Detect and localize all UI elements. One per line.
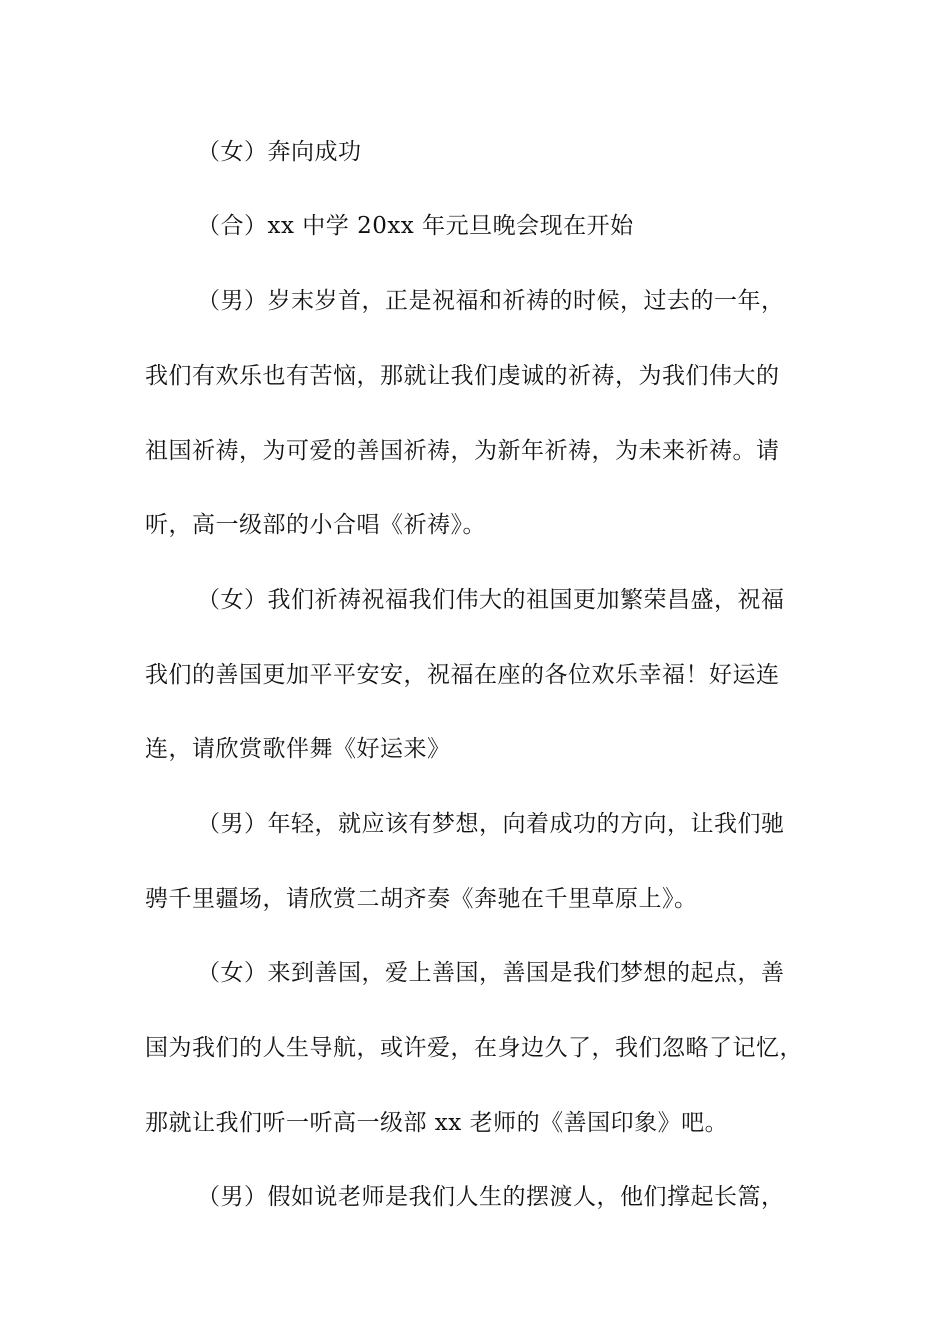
text-line: 连，请欣赏歌伴舞《好运来》: [145, 736, 451, 762]
text-line: 我们的善国更加平平安安，祝福在座的各位欢乐幸福！好运连: [145, 662, 780, 688]
text-line: 那就让我们听一听高一级部 xx 老师的《善国印象》吧。: [145, 1110, 729, 1136]
text-line: 我们有欢乐也有苦恼，那就让我们虔诚的祈祷，为我们伟大的: [145, 363, 780, 389]
text-line: （女）来到善国，爱上善国，善国是我们梦想的起点，善: [197, 960, 785, 986]
text-line: 骋千里疆场，请欣赏二胡齐奏《奔驰在千里草原上》。: [145, 886, 698, 912]
text-line: （合）xx 中学 20xx 年元旦晚会现在开始: [197, 213, 634, 239]
text-line: 祖国祈祷，为可爱的善国祈祷，为新年祈祷，为未来祈祷。请: [145, 438, 780, 464]
text-line: （男）假如说老师是我们人生的摆渡人，他们撑起长篙，: [197, 1184, 785, 1210]
text-line: （男）年轻，就应该有梦想，向着成功的方向，让我们驰: [197, 811, 785, 837]
text-line: （女）我们祈祷祝福我们伟大的祖国更加繁荣昌盛，祝福: [197, 587, 785, 613]
text-line: （女）奔向成功: [197, 139, 362, 165]
text-line: （男）岁末岁首，正是祝福和祈祷的时候，过去的一年，: [197, 288, 785, 314]
text-line: 国为我们的人生导航，或许爱，在身边久了，我们忽略了记忆，: [145, 1035, 803, 1061]
text-line: 听，高一级部的小合唱《祈祷》。: [145, 512, 486, 538]
